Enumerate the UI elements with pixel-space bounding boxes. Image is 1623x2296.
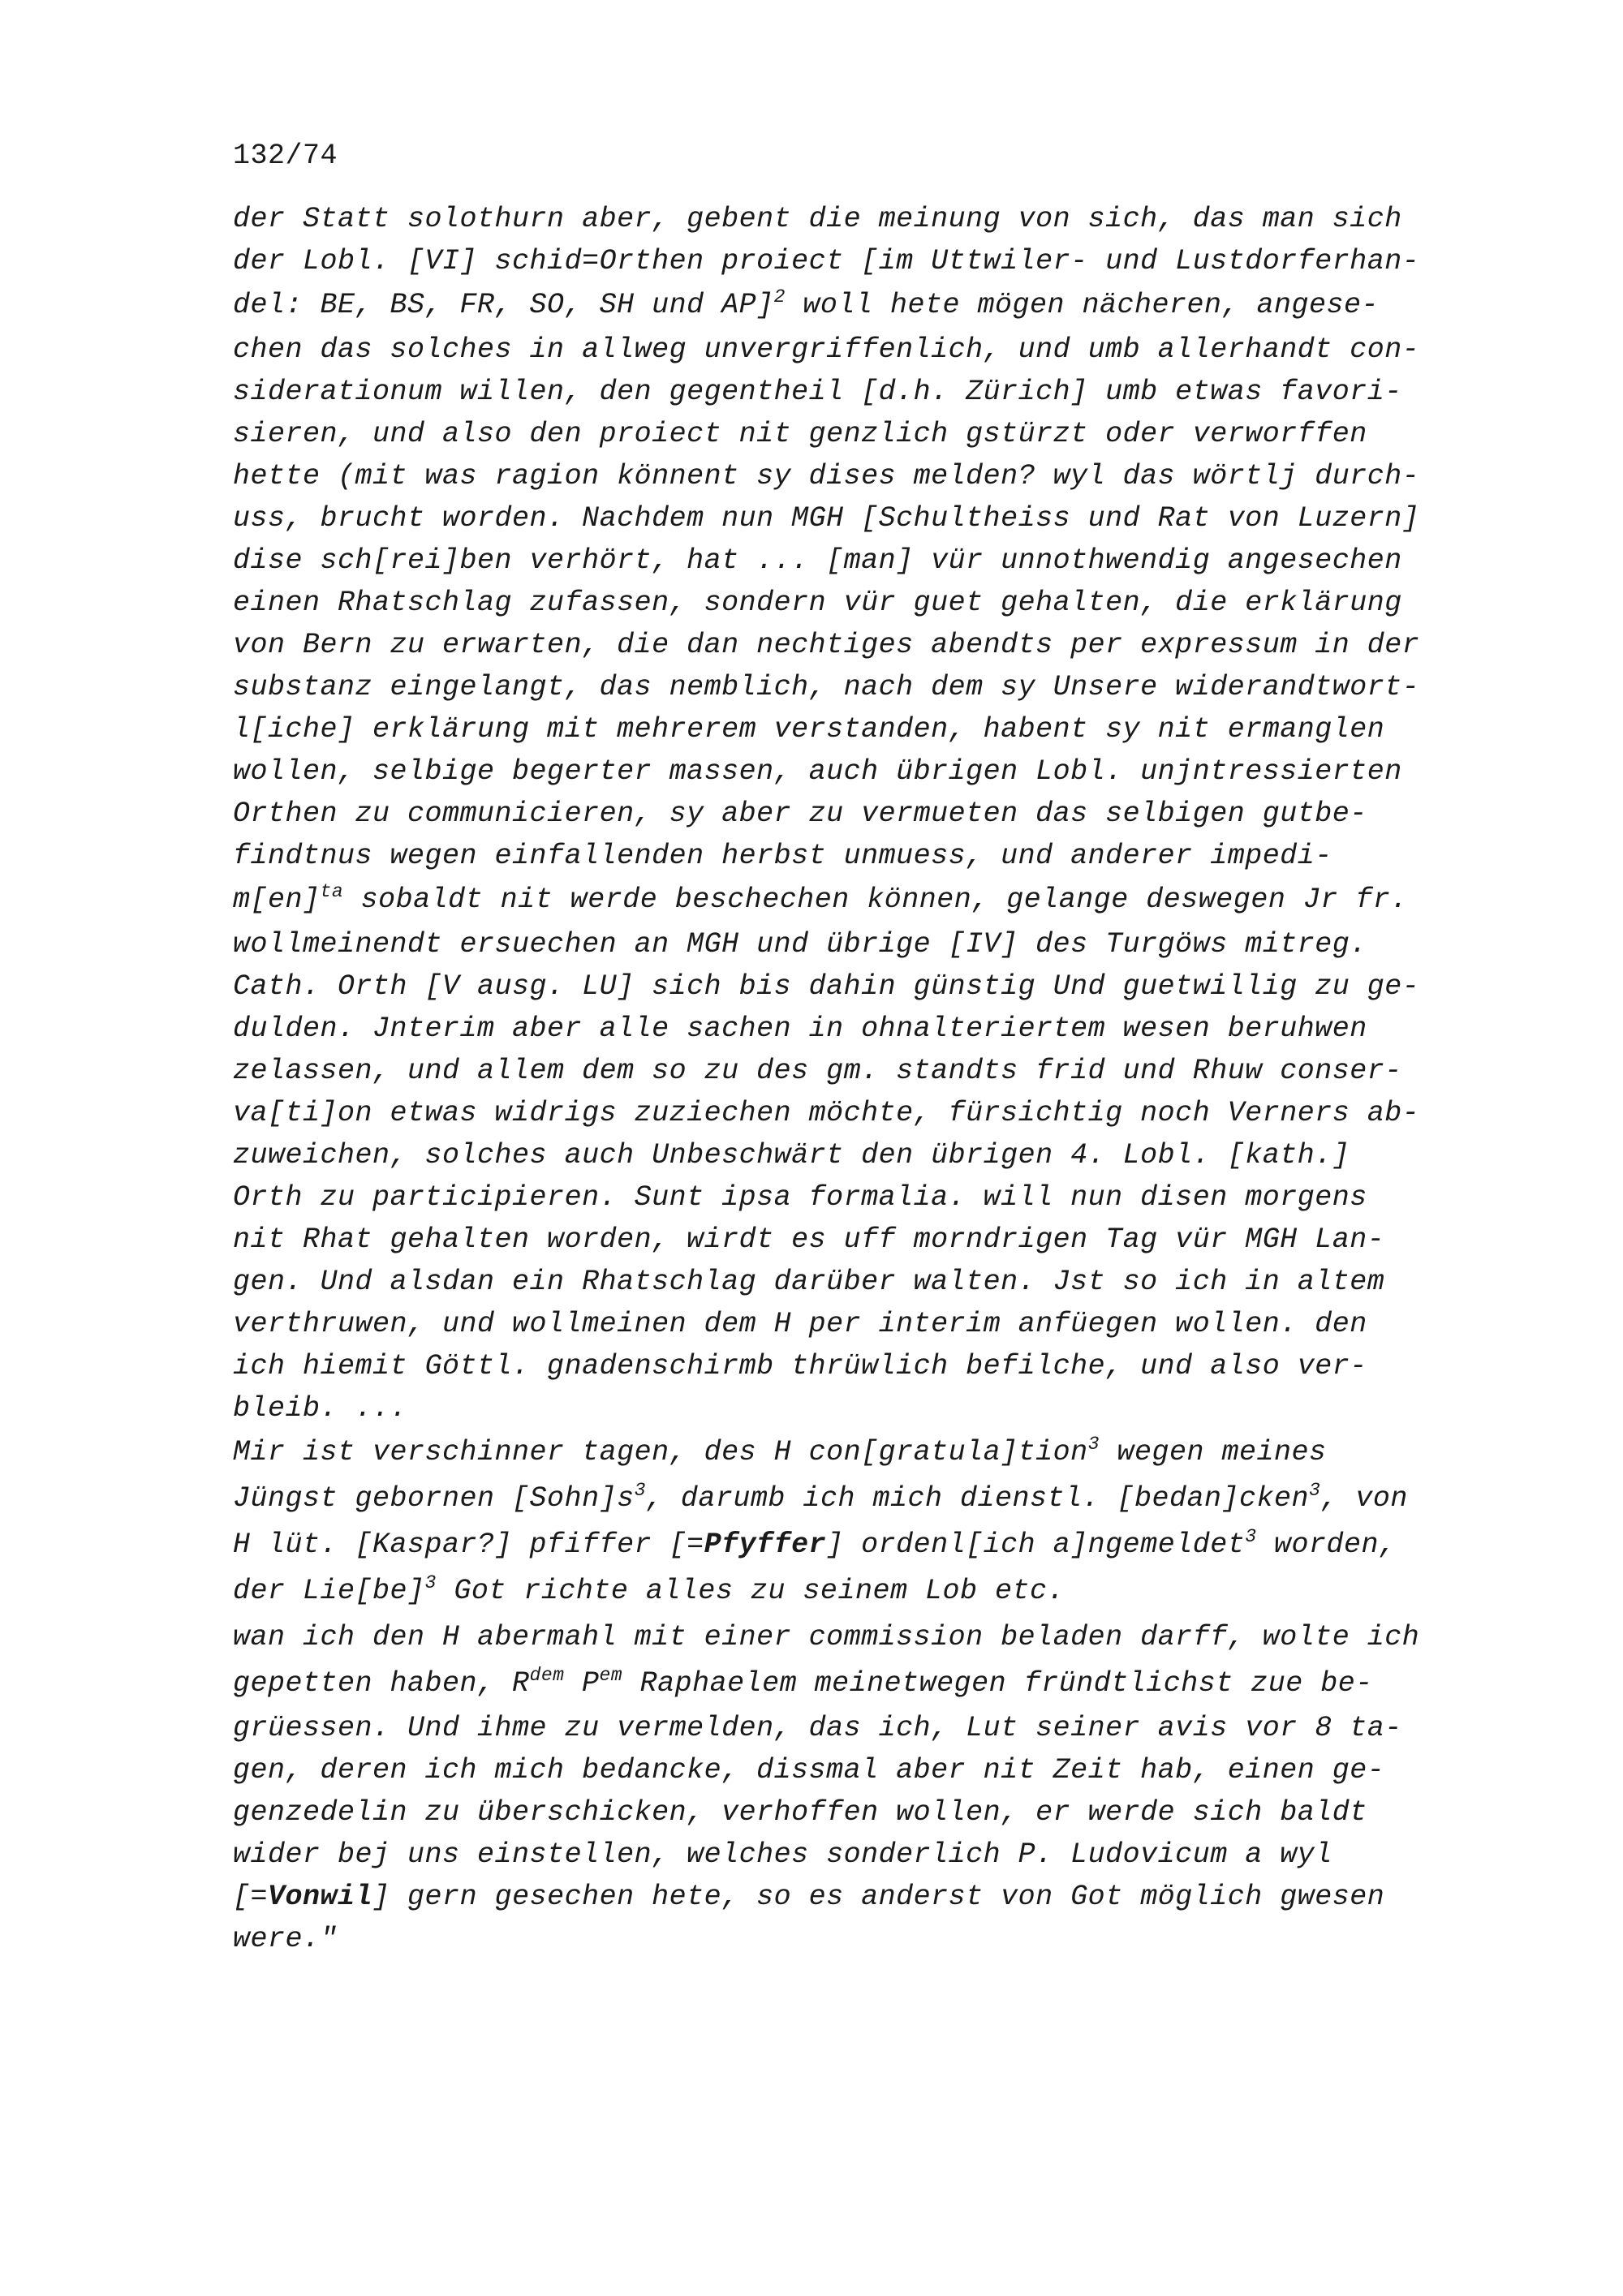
text-segment: , darumb ich mich dienstl. [bedan]cken [645, 1482, 1310, 1515]
text-line: sieren, und also den proiect nit genzlich gstürzt oder verworffen [233, 418, 1367, 450]
text-line: l[iche] erklärung mit mehrerem verstanden, habent sy nit ermanglen [233, 713, 1385, 746]
text-segment: ] gern gesechen hete, so es anderst von Got möglich gwesen [372, 1881, 1385, 1913]
text-line: findtnus wegen einfallenden herbst unmuess, und anderer impedi- [233, 840, 1332, 872]
text-line: wollmeinendt ersuechen an MGH und übrige [IV] des Turgöws mitreg. [233, 928, 1367, 961]
text-line: zuweichen, solches auch Unbeschwärt den übrigen 4. Lobl. [kath.] [233, 1139, 1350, 1172]
text-line [233, 282, 1483, 329]
text-line: chen das solches in allweg unvergriffenlich, und umb allerhandt con- [233, 333, 1420, 366]
page-number: 132/74 [233, 140, 338, 172]
text-segment: [= [233, 1881, 269, 1913]
text-segment: P [564, 1667, 600, 1700]
text-line: gen, deren ich mich bedancke, dissmal aber nit Zeit hab, einen ge- [233, 1754, 1385, 1786]
footnote-marker: 3 [1245, 1526, 1257, 1547]
text-line [233, 877, 1483, 923]
text-line: gen. Und alsdan ein Rhatschlag darüber walten. Jst so ich in altem [233, 1266, 1385, 1298]
text-line: zelassen, und allem dem so zu des gm. standts frid und Rhuw conser- [233, 1055, 1402, 1087]
text-line [233, 1876, 1483, 1918]
footnote-marker: 3 [634, 1480, 646, 1501]
text-line: wollen, selbige begerter massen, auch übrigen Lobl. unjntressierten [233, 755, 1402, 788]
text-segment: Jüngst gebornen [Sohn]s [233, 1482, 635, 1515]
text-segment: Got richte alles zu seinem Lob etc. [436, 1575, 1065, 1607]
text-line: grüessen. Und ihme zu vermelden, das ich, Lut seiner avis vor 8 ta- [233, 1712, 1402, 1744]
text-line: ich hiemit Göttl. gnadenschirmb thrüwlich befilche, und also ver- [233, 1350, 1367, 1382]
text-line: nit Rhat gehalten worden, wirdt es uff morndrigen Tag vür MGH Lan- [233, 1223, 1385, 1256]
text-segment: worden, [1256, 1529, 1397, 1561]
text-segment: H lüt. [Kaspar?] pfiffer [= [233, 1529, 704, 1561]
document-body [233, 198, 1483, 1960]
text-line: bleib. ... [233, 1392, 408, 1425]
footnote-marker: 3 [424, 1572, 437, 1593]
text-line: verthruwen, und wollmeinen dem H per interim anfüegen wollen. den [233, 1308, 1367, 1340]
text-line: der Statt solothurn aber, gebent die meinung von sich, das man sich [233, 203, 1402, 235]
bold-name: Vonwil [268, 1881, 373, 1913]
text-line [233, 1661, 1483, 1707]
text-segment: del: BE, BS, FR, SO, SH und AP] [233, 289, 774, 321]
text-line [233, 1568, 1483, 1615]
text-line: uss, brucht worden. Nachdem nun MGH [Schultheiss und Rat von Luzern] [233, 502, 1420, 535]
text-line: von Bern zu erwarten, die dan nechtiges abendts per expressum in der [233, 629, 1420, 661]
text-segment: sobaldt nit werde beschechen können, gelange deswegen Jr fr. [343, 884, 1408, 916]
superscript-abbreviation: ta [320, 881, 344, 902]
text-line: dulden. Jnterim aber alle sachen in ohnalteriertem wesen beruhwen [233, 1013, 1367, 1045]
footnote-marker: 3 [1087, 1434, 1100, 1455]
text-line [233, 1476, 1483, 1522]
text-segment: Raphaelem meinetwegen fründtlichst zue be- [622, 1667, 1373, 1700]
text-line: hette (mit was ragion könnent sy dises melden? wyl das wörtlj durch- [233, 460, 1420, 492]
text-segment: wegen meines [1099, 1436, 1327, 1468]
footnote-marker: 3 [1309, 1480, 1321, 1501]
text-line: wan ich den H abermahl mit einer commission beladen darff, wolte ich [233, 1621, 1420, 1653]
text-line: substanz eingelangt, das nemblich, nach dem sy Unsere widerandtwort- [233, 671, 1420, 703]
superscript-abbreviation: dem [529, 1665, 565, 1686]
text-segment: gepetten haben, R [233, 1667, 530, 1700]
superscript-abbreviation: em [599, 1665, 623, 1686]
footnote-marker: 2 [773, 286, 786, 307]
text-line: der Lobl. [VI] schid=Orthen proiect [im Uttwiler- und Lustdorferhan- [233, 245, 1420, 277]
text-line: siderationum willen, den gegentheil [d.h. Zürich] umb etwas favori- [233, 376, 1402, 408]
text-segment: Mir ist verschinner tagen, des H con[gratula]tion [233, 1436, 1088, 1468]
text-segment: der Lie[be] [233, 1575, 425, 1607]
text-line [233, 1522, 1483, 1568]
text-line: Cath. Orth [V ausg. LU] sich bis dahin günstig Und guetwillig zu ge- [233, 970, 1420, 1003]
text-line: were." [233, 1923, 338, 1955]
text-segment: ] ordenl[ich a]ngemeldet [826, 1529, 1246, 1561]
text-segment: , von [1320, 1482, 1408, 1515]
text-line: dise sch[rei]ben verhört, hat ... [man] vür unnothwendig angesechen [233, 544, 1402, 577]
text-segment: woll hete mögen nächeren, angese- [785, 289, 1380, 321]
text-line: Orthen zu communicieren, sy aber zu vermueten das selbigen gutbe- [233, 798, 1367, 830]
text-segment: m[en] [233, 884, 321, 916]
text-line: Orth zu participieren. Sunt ipsa formalia. will nun disen morgens [233, 1181, 1367, 1214]
text-line: einen Rhatschlag zufassen, sondern vür guet gehalten, die erklärung [233, 587, 1402, 619]
text-line: genzedelin zu überschicken, verhoffen wollen, er werde sich baldt [233, 1796, 1367, 1829]
text-line: va[ti]on etwas widrigs zuziechen möchte, fürsichtig noch Verners ab- [233, 1097, 1420, 1129]
text-line [233, 1430, 1483, 1476]
text-line: wider bej uns einstellen, welches sonderlich P. Ludovicum a wyl [233, 1838, 1332, 1871]
bold-name: Pfyffer [704, 1529, 827, 1561]
